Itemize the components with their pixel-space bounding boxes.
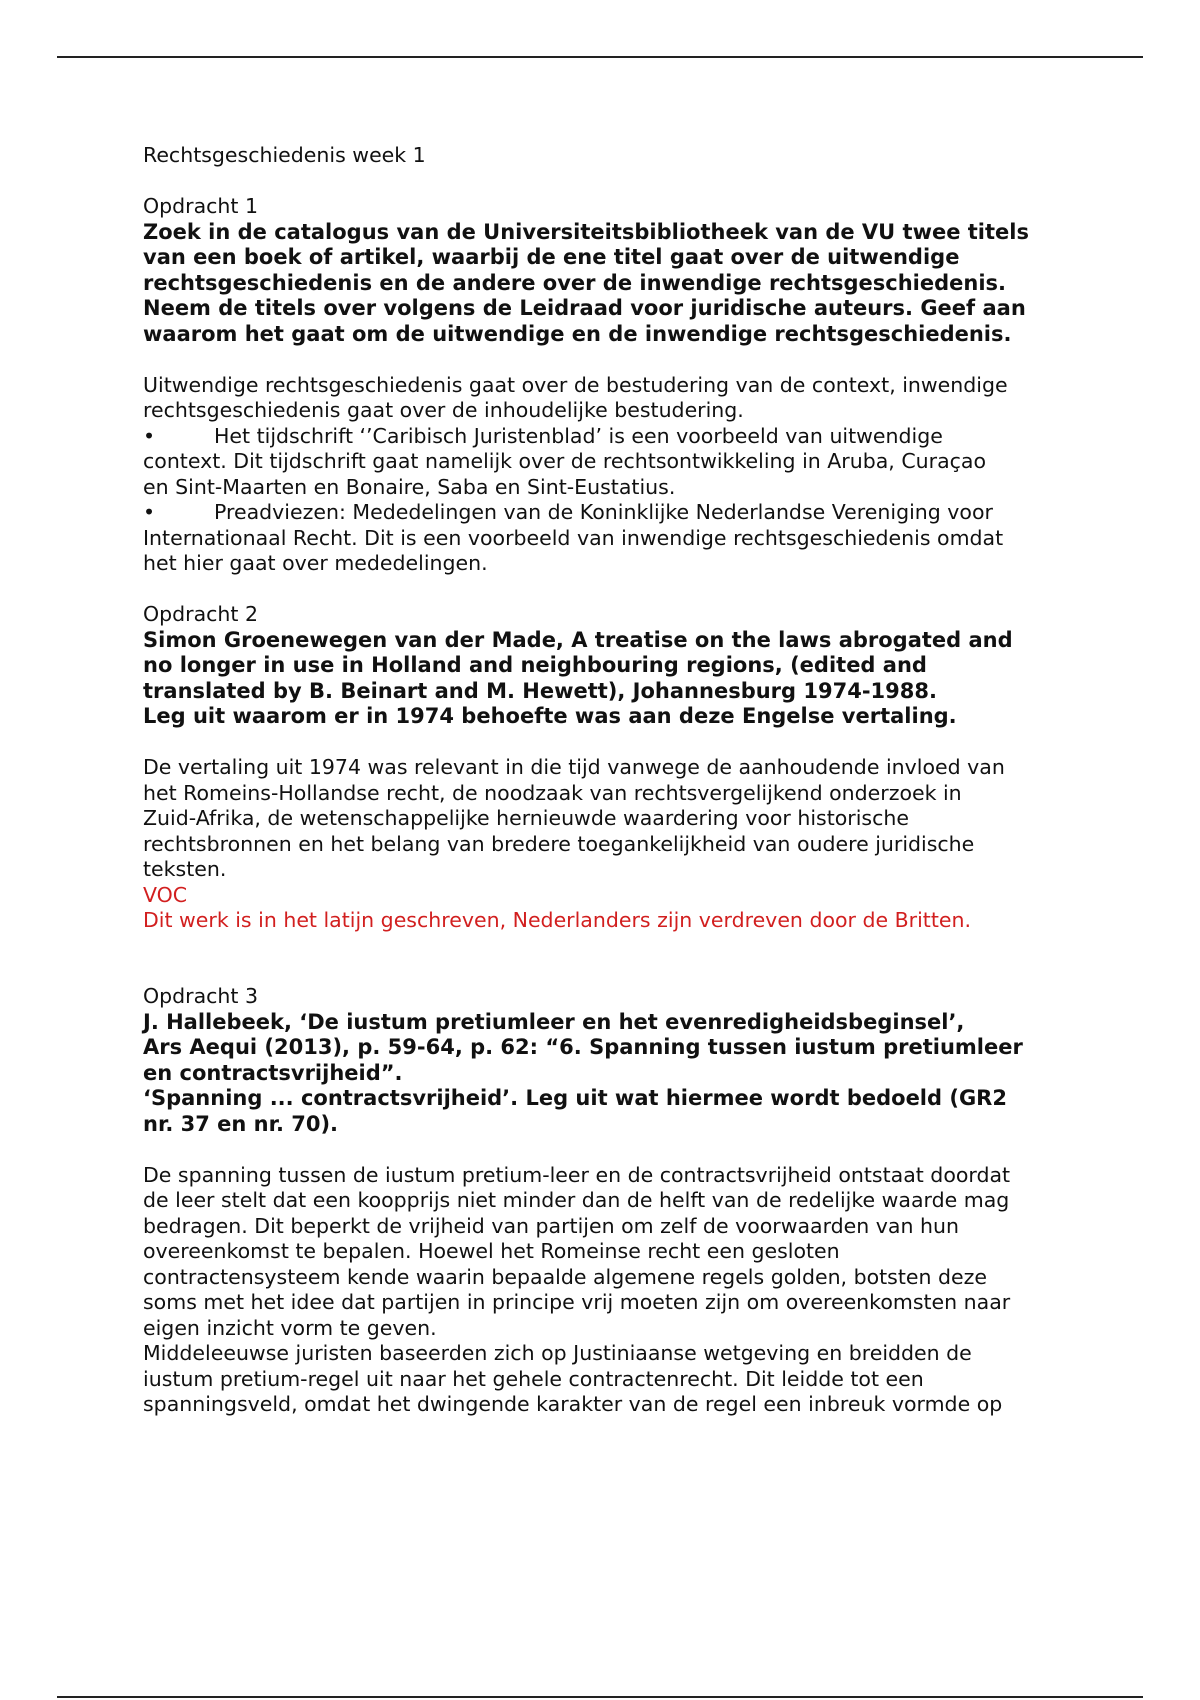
answer-line: en Sint-Maarten en Bonaire, Saba en Sint-Eustatius.: [143, 474, 676, 499]
answer-line: het Romeins-Hollandse recht, de noodzaak van rechtsvergelijkend onderzoek in: [143, 780, 962, 805]
answer-line: Internationaal Recht. Dit is een voorbeeld van inwendige rechtsgeschiedenis omdat: [143, 525, 1004, 550]
question-line: waarom het gaat om de uitwendige en de inwendige rechtsgeschiedenis.: [143, 321, 1012, 346]
assignment-3: [143, 984, 1093, 1418]
bullet-item-1: [143, 424, 1093, 450]
assignment-3-answer: [143, 1163, 1093, 1418]
bullet-item-2: [143, 500, 1093, 526]
question-line: ‘Spanning ... contractsvrijheid’. Leg uit wat hiermee wordt bedoeld (GR2: [143, 1086, 1007, 1110]
question-line: van een boek of artikel, waarbij de ene titel gaat over de uitwendige: [143, 245, 960, 269]
assignment-1: [143, 194, 1093, 577]
spacer: [143, 347, 1093, 373]
assignment-1-question: [143, 220, 1093, 348]
answer-line: De spanning tussen de iustum pretium-leer en de contractsvrijheid ontstaat doordat: [143, 1162, 1011, 1187]
annotation-note: Dit werk is in het latijn geschreven, Nederlanders zijn verdreven door de Britten.: [143, 908, 972, 932]
spacer: [143, 934, 1093, 960]
question-line: Zoek in de catalogus van de Universiteitsbibliotheek van de VU twee titels: [143, 219, 1029, 244]
assignment-2-heading: Opdracht 2: [143, 602, 259, 626]
bullet-icon: •: [143, 500, 156, 524]
question-line: no longer in use in Holland and neighbouring regions, (edited and: [143, 653, 927, 677]
answer-line: Het tijdschrift ‘’Caribisch Juristenblad’ is een voorbeeld van uitwendige: [214, 423, 943, 448]
answer-line: overeenkomst te bepalen. Hoewel het Romeinse recht een gesloten: [143, 1239, 840, 1263]
answer-line: soms met het idee dat partijen in principe vrij moeten zijn om overeenkomsten naar: [143, 1290, 1011, 1314]
assignment-3-question: [143, 1010, 1093, 1138]
answer-line: contractensysteem kende waarin bepaalde algemene regels golden, botsten deze: [143, 1264, 988, 1289]
question-line: en contractsvrijheid”.: [143, 1060, 403, 1085]
assignment-2: [143, 602, 1093, 934]
footer-rule: [57, 1696, 1143, 1698]
answer-line: de leer stelt dat een koopprijs niet minder dan de helft van de redelijke waarde mag: [143, 1188, 1010, 1212]
bullet-icon: •: [143, 423, 156, 448]
answer-line: eigen inzicht vorm te geven.: [143, 1315, 437, 1340]
answer-line: het hier gaat over mededelingen.: [143, 551, 488, 575]
question-line: Ars Aequi (2013), p. 59-64, p. 62: “6. Spanning tussen iustum pretiumleer: [143, 1035, 1023, 1059]
spacer: [143, 169, 1093, 195]
answer-line: Uitwendige rechtsgeschiedenis gaat over de bestudering van de context, inwendige: [143, 372, 1008, 397]
answer-line: spanningsveld, omdat het dwingende karakter van de regel een inbreuk vormde op: [143, 1392, 1003, 1416]
answer-line: Zuid-Afrika, de wetenschappelijke hernieuwde waardering voor historische: [143, 806, 909, 830]
answer-line: rechtsgeschiedenis gaat over de inhoudelijke bestudering.: [143, 398, 744, 422]
spacer: [143, 730, 1093, 756]
question-line: Neem de titels over volgens de Leidraad voor juridische auteurs. Geef aan: [143, 296, 1026, 320]
question-line: rechtsgeschiedenis en de andere over de inwendige rechtsgeschiedenis.: [143, 270, 1006, 295]
answer-line: Middeleeuwse juristen baseerden zich op Justiniaanse wetgeving en breidden de: [143, 1341, 972, 1365]
answer-line: Preadviezen: Mededelingen van de Koninklijke Nederlandse Vereniging voor: [214, 500, 993, 524]
answer-line: bedragen. Dit beperkt de vrijheid van partijen om zelf de voorwaarden van hun: [143, 1213, 959, 1238]
answer-line: rechtsbronnen en het belang van bredere toegankelijkheid van oudere juridische: [143, 831, 975, 856]
header-rule: [57, 56, 1143, 58]
assignment-2-answer: [143, 755, 1093, 934]
assignment-3-heading: Opdracht 3: [143, 984, 259, 1008]
question-line: nr. 37 en nr. 70).: [143, 1111, 339, 1136]
answer-line: De vertaling uit 1974 was relevant in die tijd vanwege de aanhoudende invloed van: [143, 755, 1005, 779]
spacer: [143, 577, 1093, 603]
answer-line: context. Dit tijdschrift gaat namelijk over de rechtsontwikkeling in Aruba, Curaçao: [143, 449, 987, 473]
spacer: [143, 959, 1093, 984]
question-line: Leg uit waarom er in 1974 behoefte was aan deze Engelse vertaling.: [143, 704, 957, 728]
spacer: [143, 1137, 1093, 1163]
document-body: [143, 143, 1093, 1418]
question-line: J. Hallebeek, ‘De iustum pretiumleer en het evenredigheidsbeginsel’,: [143, 1009, 965, 1034]
document-title: Rechtsgeschiedenis week 1: [143, 143, 426, 167]
assignment-1-heading: Opdracht 1: [143, 194, 259, 218]
assignment-1-answer: [143, 373, 1093, 577]
answer-line: iustum pretium-regel uit naar het gehele contractenrecht. Dit leidde tot een: [143, 1366, 924, 1391]
assignment-2-question: [143, 628, 1093, 730]
answer-line: teksten.: [143, 857, 227, 881]
annotation-voc: VOC: [143, 882, 188, 907]
question-line: translated by B. Beinart and M. Hewett), Johannesburg 1974-1988.: [143, 678, 937, 703]
question-line: Simon Groenewegen van der Made, A treatise on the laws abrogated and: [143, 627, 1013, 652]
